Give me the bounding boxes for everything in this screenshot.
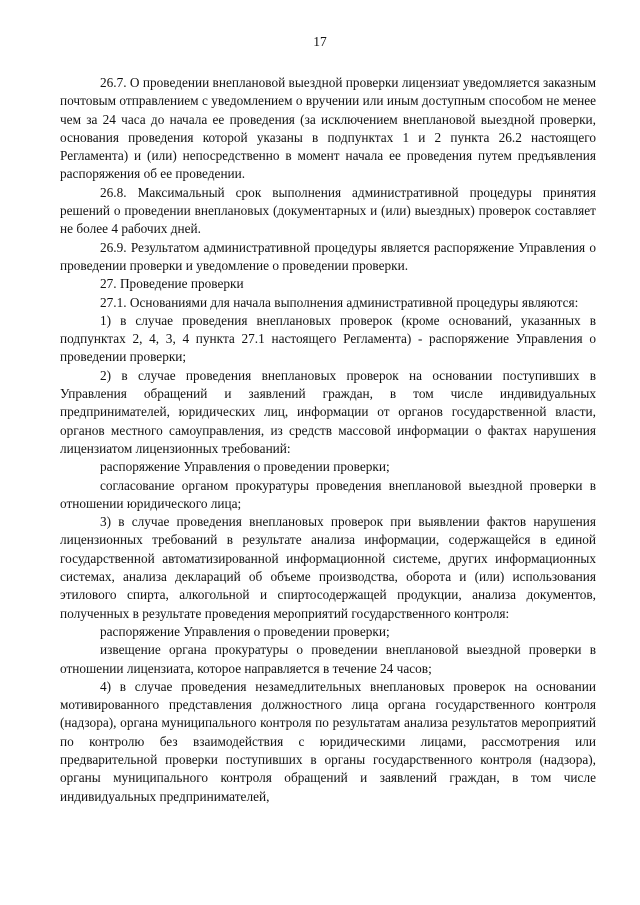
paragraph-26-8: 26.8. Максимальный срок выполнения административной процедуры принятия решений о проведении внеплановых (документарных и (или) выездных) проверок составляет не более 4 рабочих дней. xyxy=(60,184,596,237)
list-item-3-order: распоряжение Управления о проведении проверки; xyxy=(100,623,390,639)
page-number: 17 xyxy=(313,34,327,49)
paragraph-26-7: 26.7. О проведении внеплановой выездной проверки лицензиат уведомляется заказным почтовым отправлением с уведомлением о вручении или иным доступным способом не менее чем за 24 часа до начала ее проведения (за исключением внеплановой выездной проверки, основания проведения которой указаны в подпунктах 1 и 2 пункта 26.2 настоящего Регламента) и (или) непосредственно в момент начала ее проведения путем предъявления распоряжения об ее проведении. xyxy=(60,75,596,182)
paragraph-27-1: 27.1. Основаниями для начала выполнения административной процедуры являются: xyxy=(100,294,579,310)
document-body xyxy=(60,74,596,806)
paragraph-26-9: 26.9. Результатом административной процедуры является распоряжение Управления о проведении проверки и уведомление о проведении проверки. xyxy=(60,239,596,273)
list-item-4: 4) в случае проведения незамедлительных внеплановых проверок на основании мотивированного представления должностного лица органа государственного контроля (надзора), органа муниципального контроля по результатам анализа результатов мероприятий по контролю без взаимодействия с юридическими лицами, рассмотрения или предварительной проверки поступивших в органы государственного контроля (надзора), органы муниципального контроля обращений и заявлений граждан, в том числе индивидуальных предпринимателей, xyxy=(60,678,596,804)
list-item-1: 1) в случае проведения внеплановых проверок (кроме оснований, указанных в подпунктах 2, 4, 3, 4 пункта 27.1 настоящего Регламента) - распоряжение Управления о проведении проверки; xyxy=(60,312,596,365)
list-item-3: 3) в случае проведения внеплановых проверок при выявлении фактов нарушения лицензионных требований в результате анализа информации, содержащейся в единой государственной автоматизированной информационной системе, других информационных системах, анализа деклараций об объеме производства, оборота и (или) использования этилового спирта, алкогольной и спиртосодержащей продукции, анализа документов, полученных в результате проведения мероприятий государственного контроля: xyxy=(60,514,596,621)
list-item-2: 2) в случае проведения внеплановых проверок на основании поступивших в Управления обращений и заявлений граждан, в том числе индивидуальных предпринимателей, юридических лиц, информации от органов государственной власти, органов местного самоуправления, из средств массовой информации о фактах нарушения лицензиатом лицензионных требований: xyxy=(60,367,596,456)
list-item-3-notice: извещение органа прокуратуры о проведении внеплановой выездной проверки в отношении лицензиата, которое направляется в течение 24 часов; xyxy=(60,642,596,676)
list-item-2-order: распоряжение Управления о проведении проверки; xyxy=(100,459,390,475)
list-item-2-approval: согласование органом прокуратуры проведения внеплановой выездной проверки в отношении юридического лица; xyxy=(60,477,596,511)
section-heading-27: 27. Проведение проверки xyxy=(100,276,244,292)
